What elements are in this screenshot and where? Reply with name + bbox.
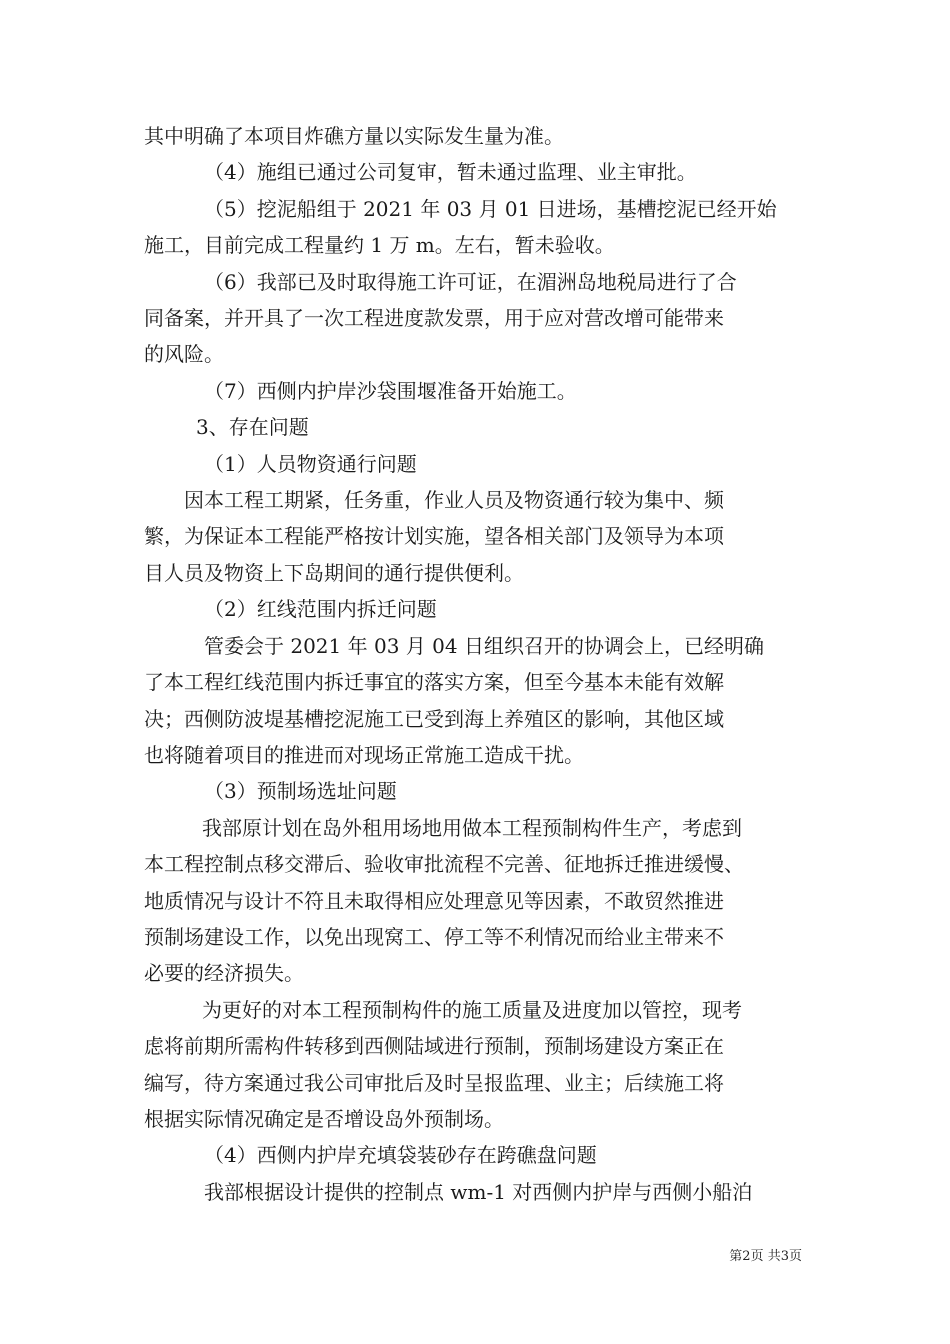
text-line: 预制场建设工作，以免出现窝工、停工等不利情况而给业主带来不 — [144, 924, 724, 949]
footer-middle: 页 共 — [750, 1249, 781, 1264]
text-line: （7）西侧内护岸沙袋围堰准备开始施工。 — [204, 378, 577, 403]
text-line: 了本工程红线范围内拆迁事宜的落实方案，但至今基本未能有效解 — [144, 670, 724, 695]
text-line: 必要的经济损失。 — [144, 961, 304, 986]
text-line: （5）挖泥船组于 2021 年 03 月 01 日进场，基槽挖泥已经开始 — [204, 196, 777, 221]
subheading-4 — [144, 1137, 826, 1173]
paragraph-14 — [144, 1174, 826, 1210]
text-line: 我部根据设计提供的控制点 wm-1 对西侧内护岸与西侧小船泊 — [204, 1179, 753, 1204]
paragraph-0 — [144, 118, 826, 154]
page-footer — [0, 1245, 950, 1264]
footer-current-page: 2 — [742, 1249, 751, 1264]
text-line: 因本工程工期紧，任务重，作业人员及物资通行较为集中、频 — [184, 488, 724, 513]
text-line: （2）红线范围内拆迁问题 — [204, 597, 437, 622]
subheading-2 — [144, 591, 826, 627]
text-line: 虑将前期所需构件转移到西侧陆域进行预制，预制场建设方案正在 — [144, 1034, 724, 1059]
section-heading-issues — [144, 409, 826, 445]
subheading-1 — [144, 446, 826, 482]
text-line: 地质情况与设计不符且未取得相应处理意见等因素，不敢贸然推进 — [144, 888, 724, 913]
footer-total-pages: 3 — [780, 1249, 789, 1264]
text-line: （1）人员物资通行问题 — [204, 451, 417, 476]
text-line: 也将随着项目的推进而对现场正常施工造成干扰。 — [144, 742, 584, 767]
text-line: 其中明确了本项目炸礁方量以实际发生量为准。 — [144, 124, 564, 148]
text-line: （3）预制场选址问题 — [204, 779, 397, 804]
text-line: （4）施组已通过公司复审，暂未通过监理、业主审批。 — [204, 160, 697, 185]
paragraph-11 — [144, 810, 826, 992]
document-body — [144, 118, 826, 1210]
paragraph-4 — [144, 373, 826, 409]
paragraph-3 — [144, 264, 826, 373]
paragraph-7 — [144, 482, 826, 591]
subheading-3 — [144, 773, 826, 809]
text-line: 管委会于 2021 年 03 月 04 日组织召开的协调会上，已经明确 — [204, 633, 764, 658]
text-line: 3、存在问题 — [196, 415, 309, 440]
footer-prefix: 第 — [729, 1249, 743, 1264]
text-line: 根据实际情况确定是否增设岛外预制场。 — [144, 1106, 504, 1131]
text-line: 本工程控制点移交滞后、验收审批流程不完善、征地拆迁推进缓慢、 — [144, 852, 744, 877]
footer-suffix: 页 — [788, 1249, 802, 1264]
paragraph-2 — [144, 191, 826, 264]
text-line: （4）西侧内护岸充填袋装砂存在跨礁盘问题 — [204, 1143, 597, 1168]
paragraph-12 — [144, 992, 826, 1138]
text-line: 编写，待方案通过我公司审批后及时呈报监理、业主；后续施工将 — [144, 1070, 724, 1095]
text-line: 决；西侧防波堤基槽挖泥施工已受到海上养殖区的影响，其他区域 — [144, 706, 724, 731]
text-line: 我部原计划在岛外租用场地用做本工程预制构件生产，考虑到 — [202, 815, 742, 840]
text-line: 繁，为保证本工程能严格按计划实施，望各相关部门及领导为本项 — [144, 524, 724, 549]
text-line: 目人员及物资上下岛期间的通行提供便利。 — [144, 560, 524, 585]
text-line: 为更好的对本工程预制构件的施工质量及进度加以管控，现考 — [202, 997, 742, 1022]
text-line: 同备案，并开具了一次工程进度款发票，用于应对营改增可能带来 — [144, 306, 724, 331]
text-line: 施工，目前完成工程量约 1 万 m。左右，暂未验收。 — [144, 233, 615, 258]
text-line: 的风险。 — [144, 342, 224, 367]
paragraph-9 — [144, 628, 826, 774]
paragraph-1 — [144, 154, 826, 190]
text-line: （6）我部已及时取得施工许可证，在湄洲岛地税局进行了合 — [204, 269, 737, 294]
